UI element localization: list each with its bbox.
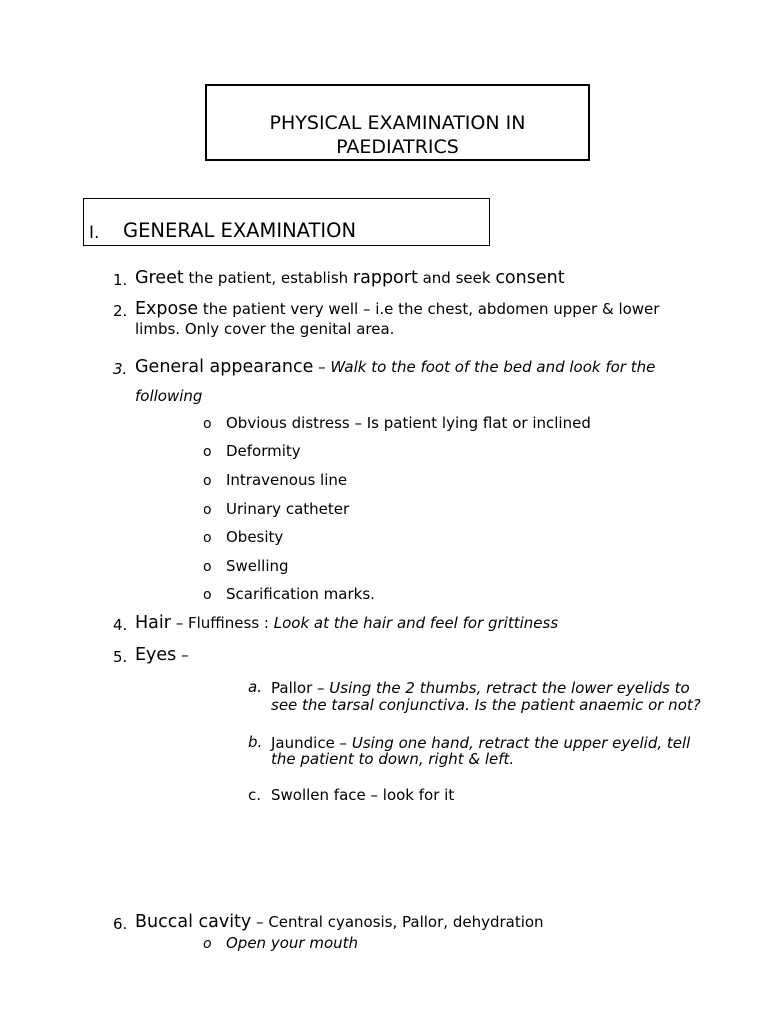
- bullet-marker: o: [203, 559, 212, 575]
- item-5a-letter: a.: [248, 678, 262, 696]
- item-4-key-hair: Hair: [135, 613, 171, 633]
- item-2: [135, 299, 659, 319]
- bullet-marker: o: [203, 444, 212, 460]
- bullet-item: Obvious distress – Is patient lying flat or inclined: [226, 414, 591, 432]
- item-2-number: 2.: [113, 302, 128, 320]
- item-5a-instruction: Using the 2 thumbs, retract the lower eyelids to: [329, 679, 690, 697]
- bullet-marker: o: [203, 473, 212, 489]
- item-6-text: – Central cyanosis, Pallor, dehydration: [251, 913, 544, 931]
- section-heading: GENERAL EXAMINATION: [123, 219, 357, 242]
- item-6: [135, 912, 544, 932]
- item-5a-text: Pallor –: [271, 679, 330, 697]
- item-6-bullet: Open your mouth: [226, 934, 359, 952]
- item-1-key-consent: consent: [495, 268, 565, 288]
- bullet-item: Intravenous line: [226, 471, 348, 489]
- item-5-dash: –: [176, 646, 189, 664]
- item-5b-instruction-cont: the patient to down, right & left.: [271, 750, 515, 768]
- item-5b-text: Jaundice –: [271, 734, 352, 752]
- bullet-item: Deformity: [226, 442, 301, 460]
- title-line-1: PHYSICAL EXAMINATION IN: [269, 112, 526, 134]
- item-4: [135, 613, 558, 633]
- bullet-marker: o: [203, 530, 212, 546]
- item-2-text-1: the patient very well – i.e the chest, abdomen upper & lower: [198, 300, 660, 318]
- item-4-number: 4.: [113, 616, 128, 634]
- item-5: [135, 645, 189, 665]
- item-3-instruction-cont: following: [135, 387, 203, 405]
- item-5a: [271, 678, 690, 697]
- item-4-text: – Fluffiness :: [170, 614, 274, 632]
- item-1-key-greet: Greet: [135, 268, 184, 288]
- item-6-key-buccal-cavity: Buccal cavity: [135, 912, 252, 932]
- item-5-number: 5.: [113, 648, 128, 666]
- item-5b-letter: b.: [248, 733, 263, 751]
- bullet-marker: o: [203, 416, 212, 432]
- item-3-number: 3.: [113, 360, 128, 378]
- item-6-number: 6.: [113, 915, 128, 933]
- item-3-key-general-appearance: General appearance: [135, 357, 314, 377]
- item-2-line-2: limbs. Only cover the genital area.: [135, 320, 395, 338]
- item-3: [135, 357, 655, 377]
- bullet-marker: o: [203, 936, 212, 952]
- title-box: [205, 84, 590, 161]
- section-numeral: I.: [89, 223, 100, 243]
- item-1-text-1: the patient, establish: [183, 269, 353, 287]
- item-5a-instruction-cont: see the tarsal conjunctiva. Is the patient anaemic or not?: [271, 696, 701, 714]
- item-5c-letter: c.: [248, 786, 262, 804]
- item-5c-text: Swollen face – look for it: [271, 786, 455, 804]
- item-3-dash: –: [313, 358, 331, 376]
- item-2-key-expose: Expose: [135, 299, 199, 319]
- bullet-item: Urinary catheter: [226, 500, 350, 518]
- item-1-text-2: and seek: [417, 269, 496, 287]
- item-1: [135, 268, 565, 288]
- item-3-instruction: Walk to the foot of the bed and look for the: [330, 358, 656, 376]
- item-5-key-eyes: Eyes: [135, 645, 177, 665]
- item-1-key-rapport: rapport: [352, 268, 418, 288]
- item-1-number: 1.: [113, 271, 128, 289]
- bullet-item: Scarification marks.: [226, 585, 375, 603]
- bullet-item: Obesity: [226, 528, 284, 546]
- bullet-marker: o: [203, 502, 212, 518]
- bullet-marker: o: [203, 587, 212, 603]
- title-line-2: PAEDIATRICS: [336, 136, 459, 158]
- item-5b-instruction: Using one hand, retract the upper eyelid, tell: [351, 734, 691, 752]
- bullet-item: Swelling: [226, 557, 289, 575]
- item-4-instruction: Look at the hair and feel for grittiness: [273, 614, 559, 632]
